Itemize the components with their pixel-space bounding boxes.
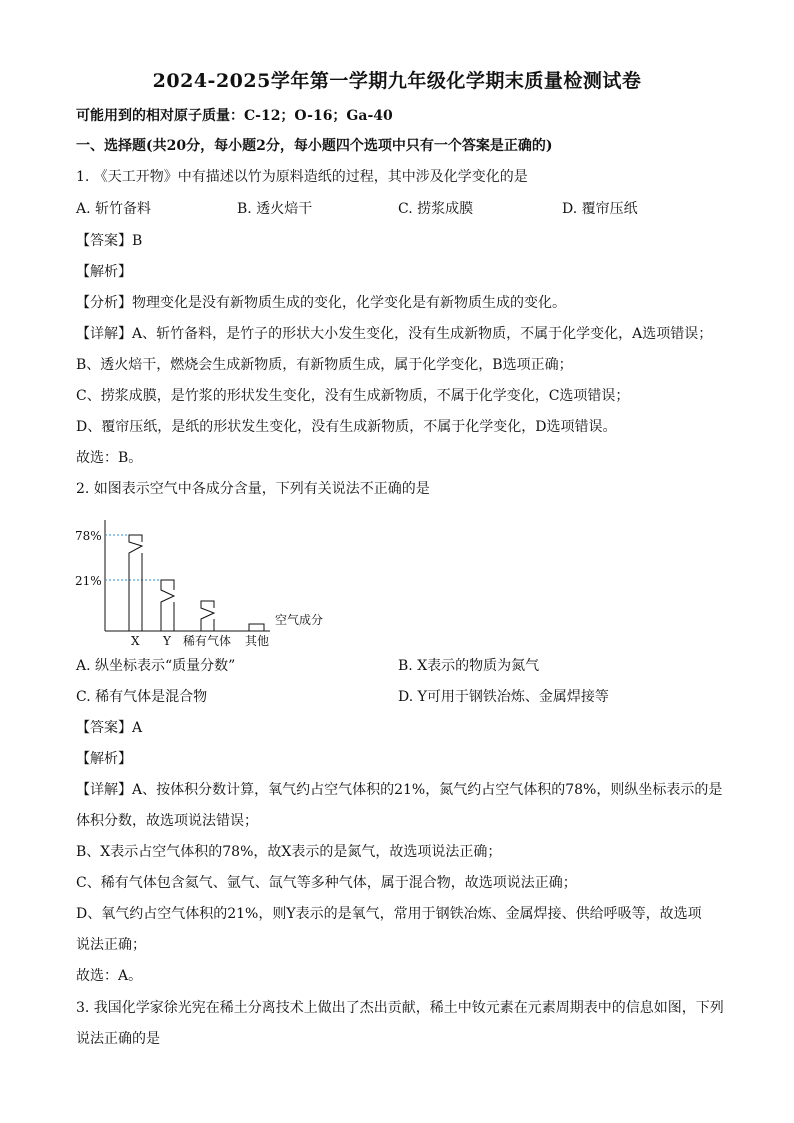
q2-option-d: D. Y可用于钢铁冶炼、金属焊接等 [398, 689, 609, 705]
q1-analysis: 【分析】物理变化是没有新物质生成的变化，化学变化是有新物质生成的变化。 [76, 295, 566, 311]
q1-detail-b: B、透火焙干，燃烧会生成新物质，有新物质生成，属于化学变化，B选项正确； [76, 357, 573, 373]
section-heading: 一、选择题(共20分，每小题2分，每小题四个选项中只有一个答案是正确的) [76, 138, 553, 154]
q1-detail-d: D、覆帘压纸，是纸的形状发生变化，没有生成新物质，不属于化学变化，D选项错误。 [76, 419, 617, 435]
air-composition-chart [70, 518, 360, 648]
q1-option-c: C. 捞浆成膜 [398, 201, 474, 217]
q2-detail-2: 体积分数，故选项说法错误； [76, 813, 258, 829]
q1-analysis-label: 【解析】 [76, 264, 132, 280]
xtick-others: 其他 [245, 634, 270, 648]
q1-detail-c: C、捞浆成膜，是竹浆的形状发生变化，没有生成新物质，不属于化学变化，C选项错误； [76, 388, 630, 404]
q2-detail-3: B、X表示占空气体积的78%，故X表示的是氮气，故选项说法正确； [76, 844, 502, 860]
bar-others [249, 624, 264, 631]
q2-detail-4: C、稀有气体包含氦气、氩气、氙气等多种气体，属于混合物，故选项说法正确； [76, 875, 577, 891]
q1-detail-a: 【详解】A、斩竹备料，是竹子的形状大小发生变化，没有生成新物质，不属于化学变化，A选项错误； [76, 326, 713, 342]
ytick-78: 78% [75, 529, 102, 543]
xtick-rare-gases: 稀有气体 [183, 634, 232, 648]
ytick-21: 21% [75, 574, 102, 588]
q2-answer: 【答案】A [76, 720, 143, 736]
q1-option-a: A. 斩竹备料 [76, 201, 152, 217]
q3-stem-2: 说法正确的是 [76, 1031, 160, 1047]
xtick-y: Y [163, 634, 171, 648]
atomic-masses: 可能用到的相对原子质量：C-12；O-16；Ga-40 [76, 108, 393, 124]
q2-analysis-label: 【解析】 [76, 751, 132, 767]
bar-rare-gases [201, 601, 214, 631]
q2-detail-6: 说法正确； [76, 937, 146, 953]
q2-detail-1: 【详解】A、按体积分数计算，氧气约占空气体积的21%，氮气约占空气体积的78%，则纵坐标表示的是 [76, 782, 723, 798]
xtick-x: X [131, 634, 140, 648]
q2-stem: 2. 如图表示空气中各成分含量，下列有关说法不正确的是 [76, 481, 430, 497]
q3-stem-1: 3. 我国化学家徐光宪在稀土分离技术上做出了杰出贡献，稀土中钕元素在元素周期表中的信息如图，下列 [76, 1000, 724, 1016]
q1-answer: 【答案】B [76, 233, 143, 249]
q1-conclusion: 故选：B。 [76, 450, 143, 466]
q1-option-b: B. 透火焙干 [237, 201, 313, 217]
q2-option-b: B. X表示的物质为氮气 [398, 658, 540, 674]
q2-option-a: A. 纵坐标表示“质量分数” [76, 658, 236, 674]
q1-stem: 1. 《天工开物》中有描述以竹为原料造纸的过程，其中涉及化学变化的是 [76, 169, 528, 185]
page-title: 2024-2025学年第一学期九年级化学期末质量检测试卷 [152, 70, 642, 92]
q1-option-d: D. 覆帘压纸 [562, 201, 638, 217]
bar-x [129, 535, 142, 631]
q2-detail-5: D、氧气约占空气体积的21%，则Y表示的是氧气，常用于钢铁冶炼、金属焊接、供给呼吸等，故选项 [76, 906, 702, 922]
q2-conclusion: 故选：A。 [76, 968, 143, 984]
q2-option-c: C. 稀有气体是混合物 [76, 689, 208, 705]
x-axis-label: 空气成分 [275, 613, 324, 627]
bar-y [161, 580, 174, 631]
